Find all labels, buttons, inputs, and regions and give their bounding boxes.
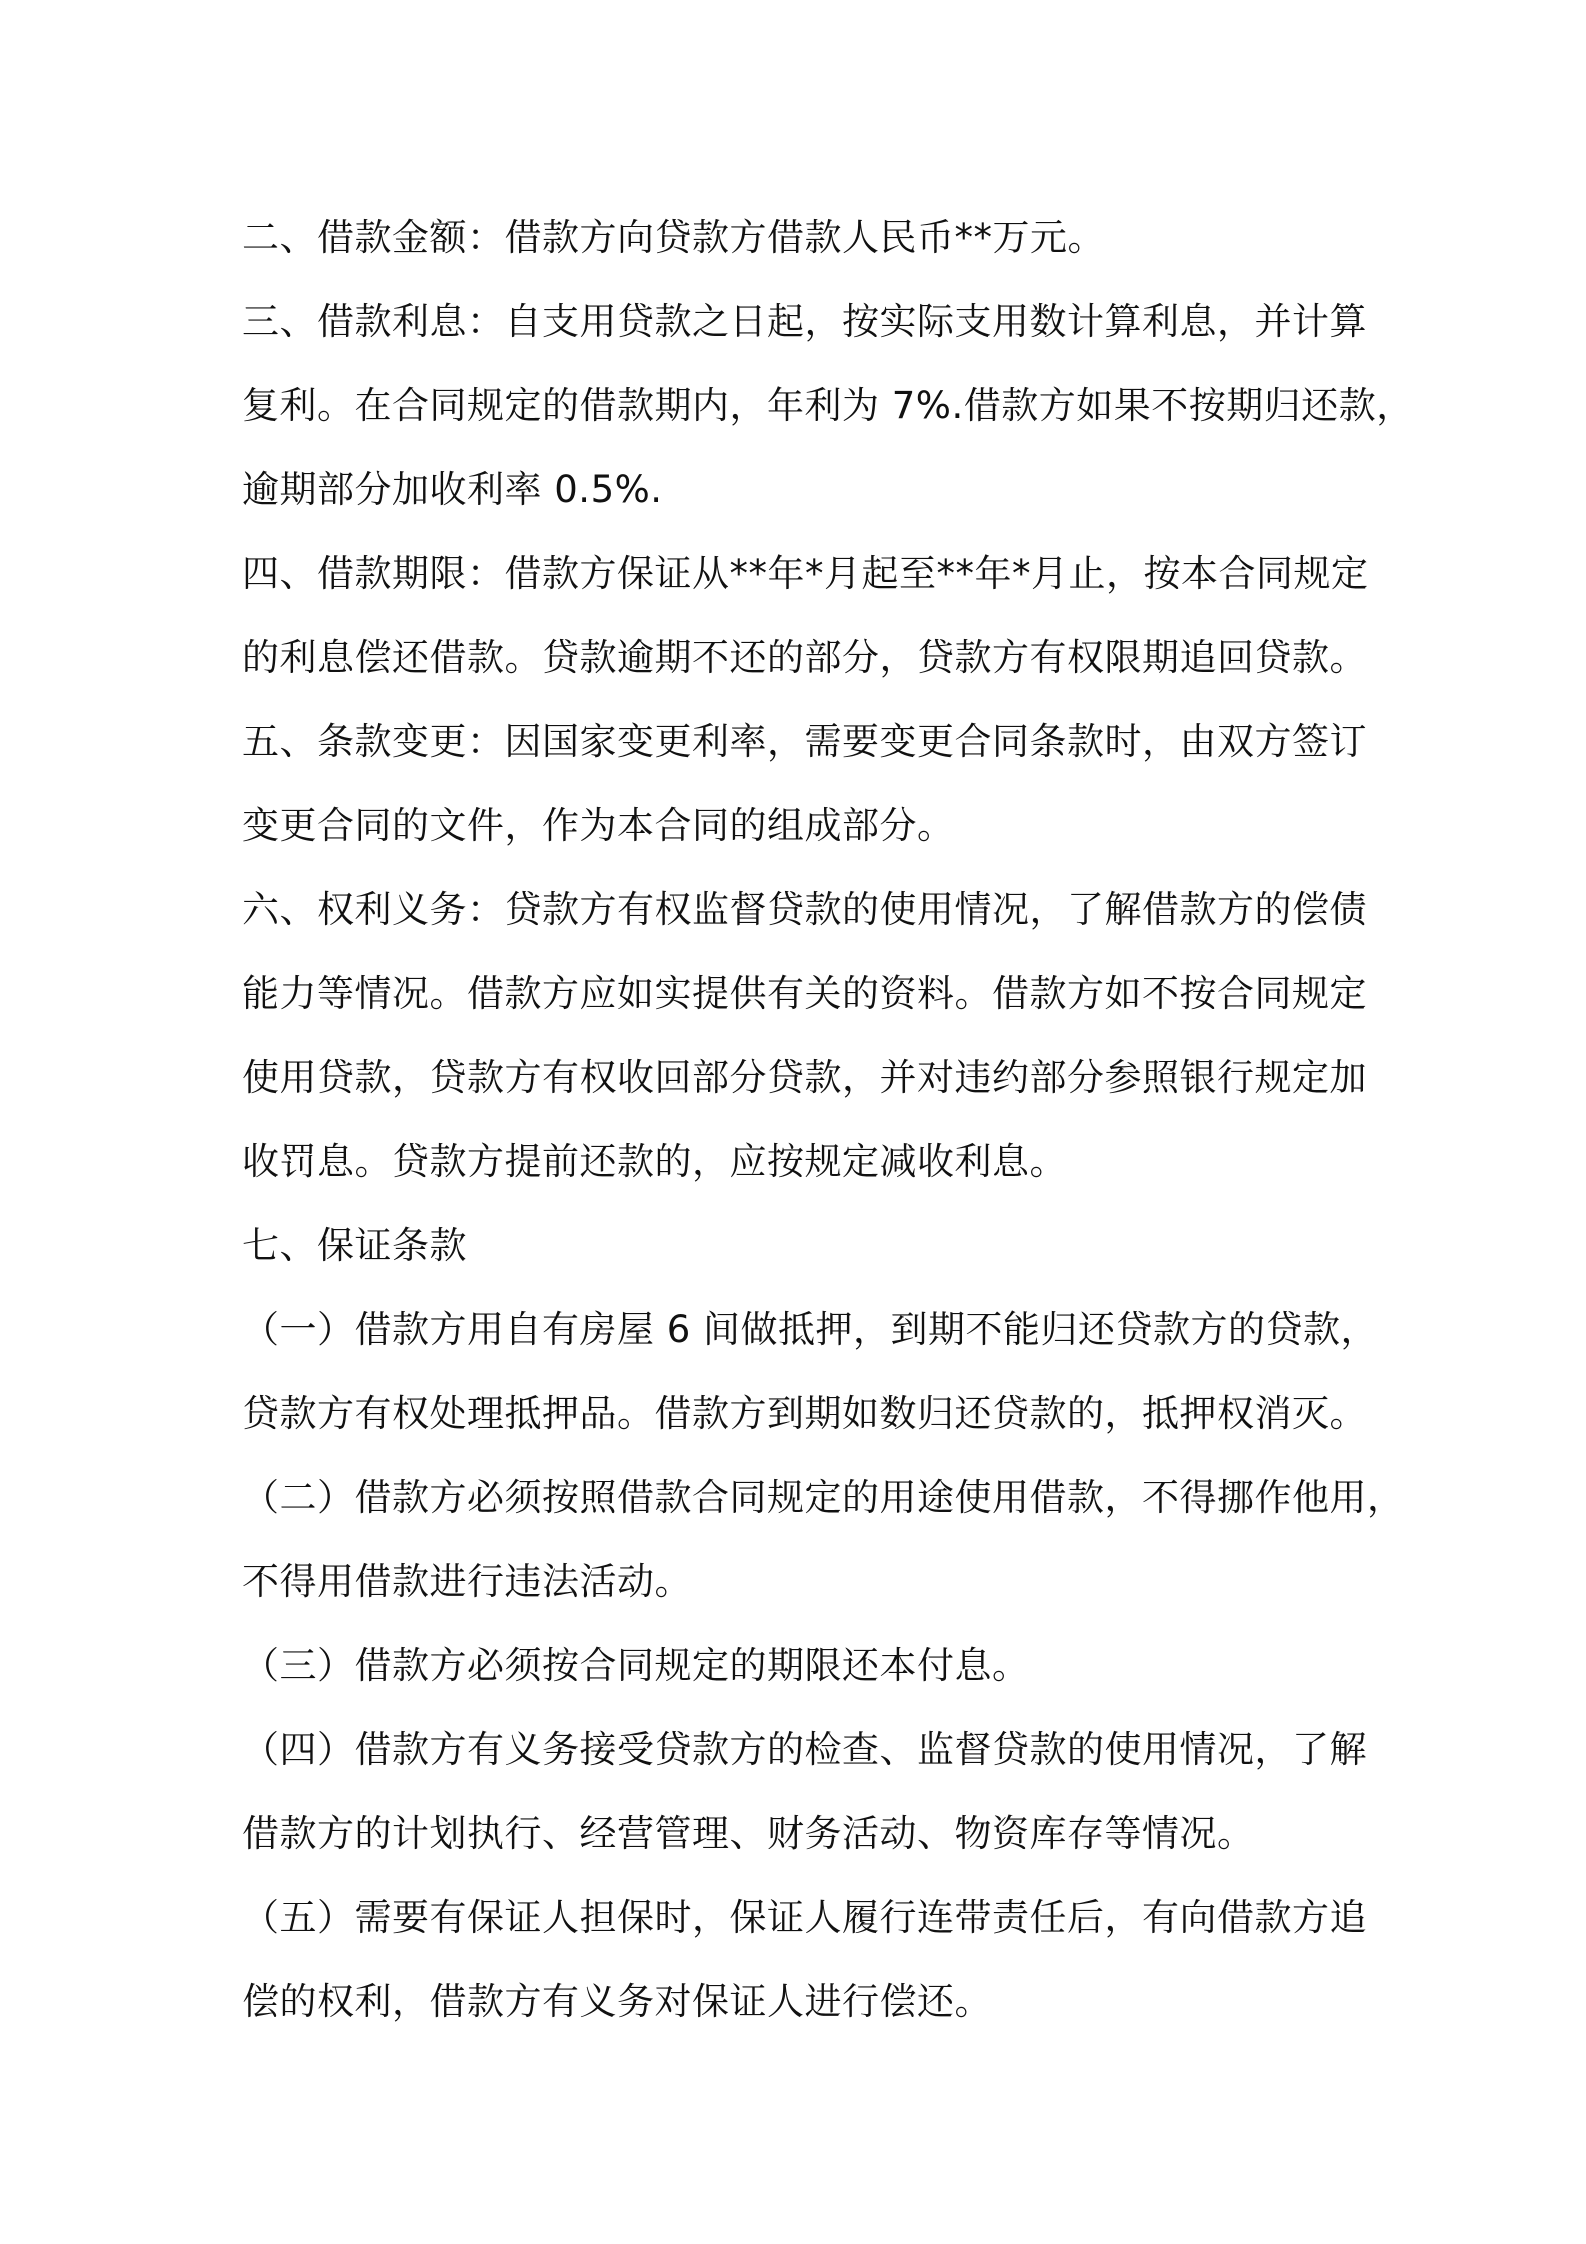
guarantee-item-4: [242, 1708, 1367, 1876]
clause-2-loan-amount: [242, 196, 1362, 280]
text-line: 使用贷款，贷款方有权收回部分贷款，并对违约部分参照银行规定加: [242, 1056, 1367, 1099]
text-line: 四、借款期限：借款方保证从**年*月起至**年*月止，按本合同规定: [242, 552, 1369, 595]
clause-5-clause-change: [242, 700, 1367, 868]
guarantee-item-3: [242, 1624, 1362, 1708]
text-line: （三）借款方必须按合同规定的期限还本付息。: [242, 1644, 1030, 1687]
text-line: （一）借款方用自有房屋 6 间做抵押，到期不能归还贷款方的贷款，: [242, 1308, 1379, 1351]
text-line: 借款方的计划执行、经营管理、财务活动、物资库存等情况。: [242, 1812, 1255, 1855]
guarantee-item-5: [242, 1876, 1367, 2044]
text-line: 变更合同的文件，作为本合同的组成部分。: [242, 804, 955, 847]
text-line: 复利。在合同规定的借款期内，年利为 7%.借款方如果不按期归还款，: [242, 384, 1414, 427]
text-line: 逾期部分加收利率 0.5%.: [242, 468, 663, 511]
clause-4-loan-term: [242, 532, 1369, 700]
text-line: 六、权利义务：贷款方有权监督贷款的使用情况，了解借款方的偿债: [242, 888, 1367, 931]
text-line: （五）需要有保证人担保时，保证人履行连带责任后，有向借款方追: [242, 1896, 1367, 1939]
text-line: 五、条款变更：因国家变更利率，需要变更合同条款时，由双方签订: [242, 720, 1367, 763]
contract-body: [242, 196, 1414, 2044]
text-line: 不得用借款进行违法活动。: [242, 1560, 692, 1603]
text-line: 贷款方有权处理抵押品。借款方到期如数归还贷款的，抵押权消灭。: [242, 1392, 1367, 1435]
text-line: 偿的权利，借款方有义务对保证人进行偿还。: [242, 1980, 992, 2023]
text-line: 二、借款金额：借款方向贷款方借款人民币**万元。: [242, 216, 1105, 259]
text-line: 能力等情况。借款方应如实提供有关的资料。借款方如不按合同规定: [242, 972, 1367, 1015]
clause-3-loan-interest: [242, 280, 1414, 532]
text-line: （二）借款方必须按照借款合同规定的用途使用借款，不得挪作他用，: [242, 1476, 1405, 1519]
guarantee-item-1: [242, 1288, 1379, 1456]
clause-6-rights-obligations: [242, 868, 1367, 1204]
text-line: 七、保证条款: [242, 1224, 467, 1267]
text-line: 三、借款利息：自支用贷款之日起，按实际支用数计算利息，并计算: [242, 300, 1367, 343]
text-line: 收罚息。贷款方提前还款的，应按规定减收利息。: [242, 1140, 1067, 1183]
text-line: （四）借款方有义务接受贷款方的检查、监督贷款的使用情况，了解: [242, 1728, 1367, 1771]
clause-7-guarantee-heading: [242, 1204, 1362, 1288]
text-line: 的利息偿还借款。贷款逾期不还的部分，贷款方有权限期追回贷款。: [242, 636, 1367, 679]
guarantee-item-2: [242, 1456, 1405, 1624]
